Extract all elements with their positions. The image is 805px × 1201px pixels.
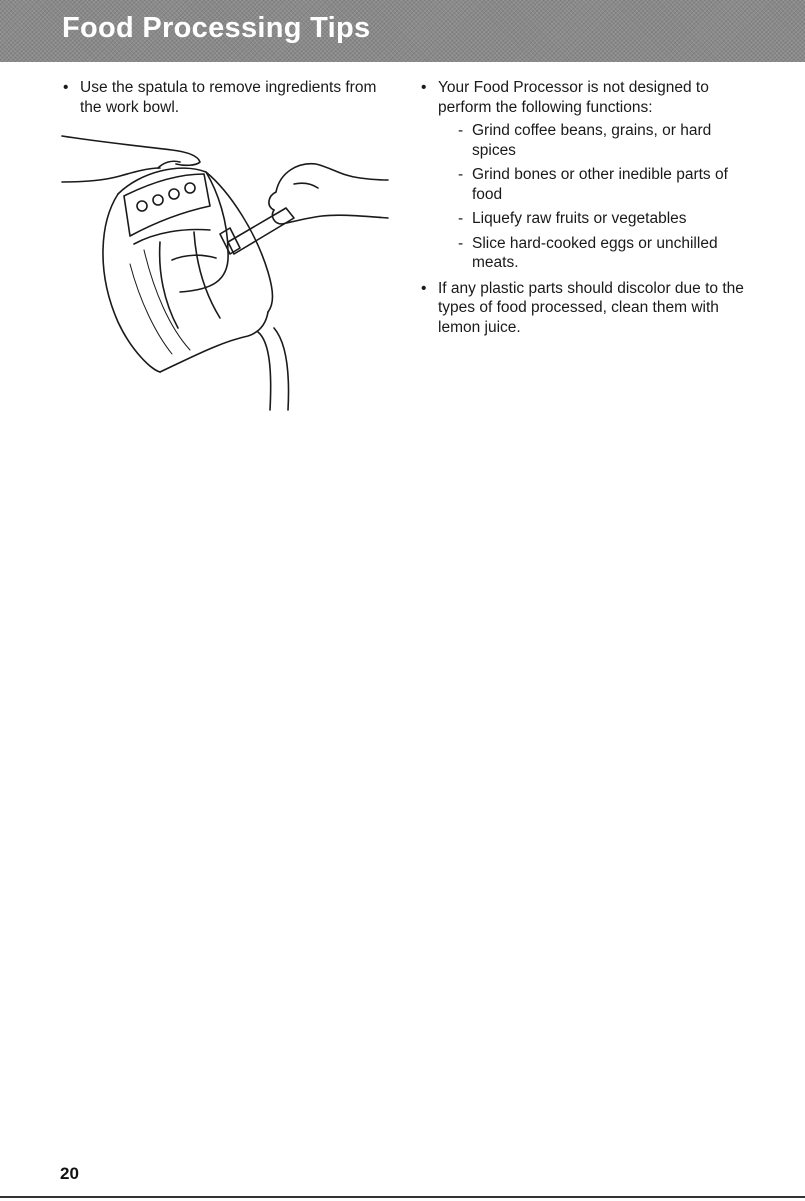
right-hand-icon xyxy=(276,164,388,192)
dash-mark: - xyxy=(458,122,464,139)
function-item xyxy=(438,165,748,204)
function-text: Liquefy raw fruits or vegetables xyxy=(472,210,687,227)
bullet-spatula xyxy=(60,78,390,117)
page-number: 20 xyxy=(60,1164,79,1183)
bullet-text: Use the spatula to remove ingredients from the work bowl. xyxy=(80,79,377,116)
function-item xyxy=(438,234,748,273)
dash-mark: - xyxy=(458,166,464,183)
dash-mark: - xyxy=(458,210,464,227)
functions-list xyxy=(438,121,748,273)
control-button-3 xyxy=(169,189,179,199)
tip-text: If any plastic parts should discolor due to the types of food processed, clean them with lemon juice. xyxy=(438,279,744,336)
function-item xyxy=(438,209,748,229)
function-text: Slice hard-cooked eggs or unchilled meats. xyxy=(472,234,718,271)
function-text: Grind coffee beans, grains, or hard spices xyxy=(472,122,712,159)
left-column xyxy=(60,78,390,123)
work-bowl-icon xyxy=(118,168,228,292)
bullet-discolor xyxy=(418,279,748,338)
function-text: Grind bones or other inedible parts of food xyxy=(472,166,728,203)
control-button-4 xyxy=(185,183,195,193)
bottom-rule xyxy=(0,1196,805,1198)
function-item xyxy=(438,121,748,160)
left-hand-icon xyxy=(62,136,200,165)
right-column xyxy=(418,78,748,343)
bullet-not-designed xyxy=(418,78,748,273)
control-button-1 xyxy=(137,201,147,211)
bullet-dot: • xyxy=(63,79,69,96)
intro-text: Your Food Processor is not designed to perform the following functions: xyxy=(438,79,709,116)
spatula-illustration xyxy=(60,132,390,412)
bullet-dot: • xyxy=(421,279,427,297)
bullet-dot: • xyxy=(421,79,427,96)
spatula-icon xyxy=(228,208,294,254)
control-button-2 xyxy=(153,195,163,205)
title-bar xyxy=(0,0,805,62)
dash-mark: - xyxy=(458,234,464,252)
page-title: Food Processing Tips xyxy=(62,12,371,44)
